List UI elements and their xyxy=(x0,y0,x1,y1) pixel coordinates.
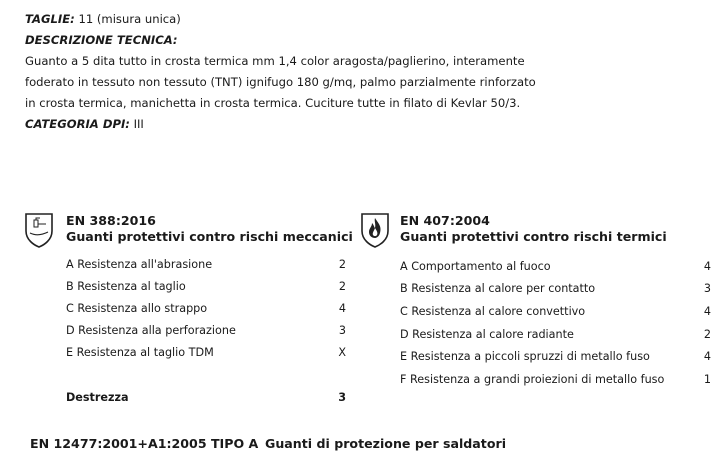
sizes-line xyxy=(25,9,181,30)
mechanical-risk-shield-icon xyxy=(24,212,54,252)
en12477-code: EN 12477:2001+A1:2005 TIPO A xyxy=(30,436,259,451)
flame-shield-icon xyxy=(360,212,390,253)
en388-row-value: 3 xyxy=(338,324,346,337)
en407-row-value: 4 xyxy=(703,350,711,363)
sizes-value: 11 (misura unica) xyxy=(74,12,181,26)
en407-row-value: 4 xyxy=(703,260,711,273)
dpi-line xyxy=(25,114,144,135)
description-line-1: Guanto a 5 dita tutto in crosta termica mm 1,4 color aragosta/paglierino, interamente xyxy=(25,54,525,68)
en388-row-label: A Resistenza all'abrasione xyxy=(66,258,213,271)
en388-row-value: 2 xyxy=(338,280,346,293)
en388-row-label: C Resistenza allo strappo xyxy=(66,302,208,315)
en407-title: Guanti protettivi contro rischi termici xyxy=(400,229,667,244)
en407-row-value: 2 xyxy=(703,328,711,341)
en407-row-value: 1 xyxy=(703,373,711,386)
description-label: DESCRIZIONE TECNICA: xyxy=(25,33,178,47)
dexterity-value: 3 xyxy=(338,391,346,404)
description-line-3: in crosta termica, manichetta in crosta termica. Cuciture tutte in filato di Kevlar 50/3. xyxy=(25,96,521,110)
en388-row-label: D Resistenza alla perforazione xyxy=(66,324,236,337)
en407-row-label: F Resistenza a grandi proiezioni di metallo fuso xyxy=(400,373,665,386)
dpi-label: CATEGORIA DPI: xyxy=(25,117,130,131)
sizes-label: TAGLIE: xyxy=(25,12,75,26)
en407-row-value: 4 xyxy=(703,305,711,318)
en407-row-label: A Comportamento al fuoco xyxy=(400,260,551,273)
en407-row-label: C Resistenza al calore convettivo xyxy=(400,305,586,318)
dpi-value: III xyxy=(129,117,144,131)
en388-row-value: X xyxy=(338,346,346,359)
en388-row-value: 4 xyxy=(338,302,346,315)
description-line-2: foderato in tessuto non tessuto (TNT) ignifugo 180 g/mq, palmo parzialmente rinforzato xyxy=(25,75,536,89)
en407-row-label: E Resistenza a piccoli spruzzi di metallo fuso xyxy=(400,350,650,363)
en388-row-value: 2 xyxy=(338,258,346,271)
en388-row-label: B Resistenza al taglio xyxy=(66,280,186,293)
en407-row-label: B Resistenza al calore per contatto xyxy=(400,282,596,295)
en388-code: EN 388:2016 xyxy=(66,213,156,228)
en407-row-value: 3 xyxy=(703,282,711,295)
en12477-title: Guanti di protezione per saldatori xyxy=(265,436,507,451)
en388-row-label: E Resistenza al taglio TDM xyxy=(66,346,214,359)
en388-title: Guanti protettivi contro rischi meccanici xyxy=(66,229,353,244)
en407-row-label: D Resistenza al calore radiante xyxy=(400,328,574,341)
dexterity-label: Destrezza xyxy=(66,391,129,404)
en407-code: EN 407:2004 xyxy=(400,213,490,228)
